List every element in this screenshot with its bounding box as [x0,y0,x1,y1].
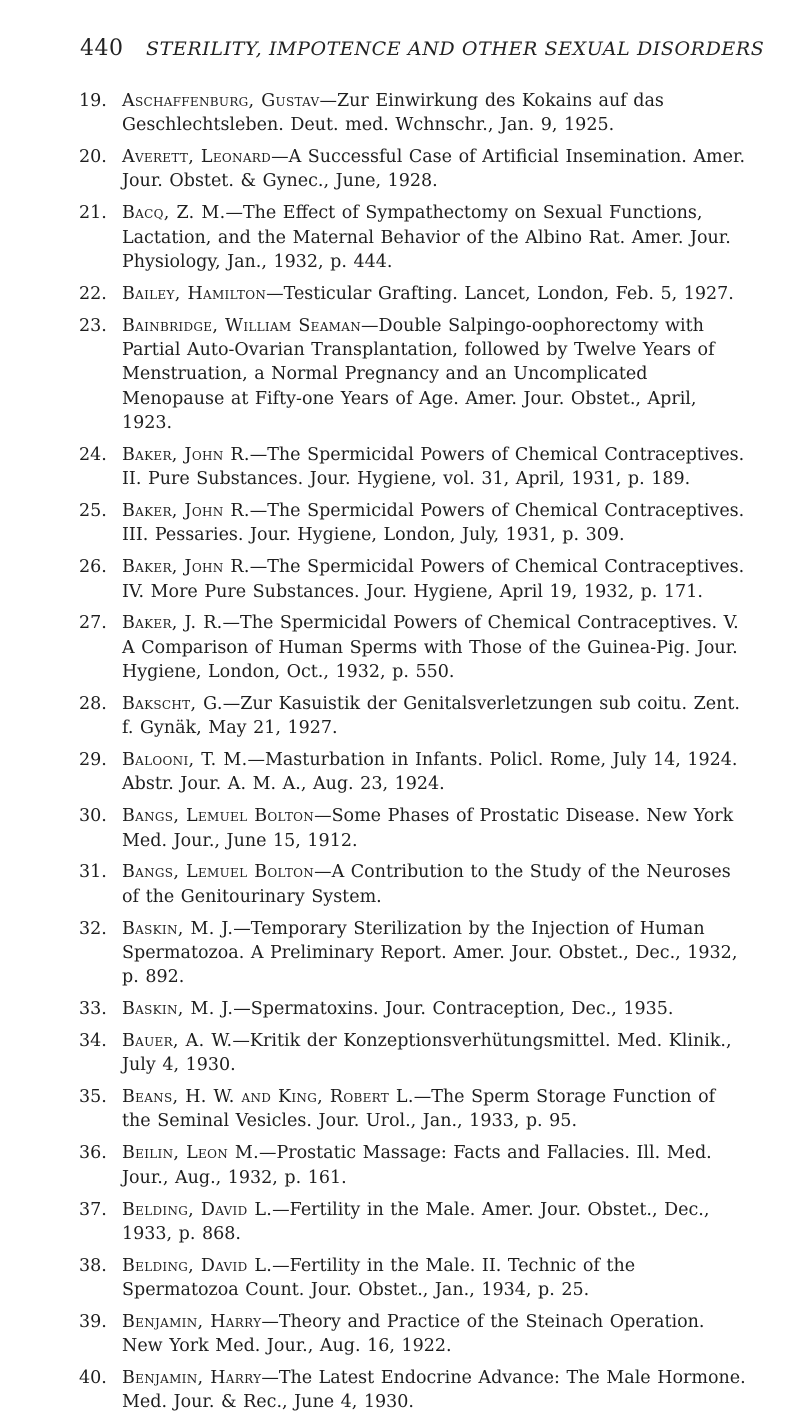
bibliography-entry [79,314,749,435]
bibliography-entry [79,1029,749,1078]
entry-author: Averett, Leonard [122,147,272,168]
entry-author: Baskin, M. J. [122,918,234,939]
entry-citation: —Masturbation in Infants. Policl. Rome, July 14, 1924. Abstr. Jour. A. M. A., Aug. 23, 1924. [122,750,738,795]
entry-number: 20. [79,147,107,168]
entry-citation: —Theory and Practice of the Steinach Operation. New York Med. Jour., Aug. 16, 1922. [122,1311,705,1357]
entry-number: 28. [79,693,107,714]
bibliography-entry [79,611,749,684]
entry-number: 39. [79,1311,107,1332]
page-number: 440 [80,36,124,61]
entry-citation: —Temporary Sterilization by the Injection of Human Spermatozoa. A Preliminary Report. Amer. Jour. Obstet., Dec., 1932, p. 892. [122,918,738,988]
entry-citation: —The Spermicidal Powers of Chemical Contraceptives. V. A Comparison of Human Sperms with Those of the Guinea-Pig. Jour. Hygiene, London, Oct., 1932, p. 550. [122,613,739,682]
running-title: STERILITY, IMPOTENCE AND OTHER SEXUAL DISORDERS [146,38,765,60]
entry-author: Beans, H. W. and King, Robert L. [122,1087,414,1108]
entry-author: Benjamin, Harry [122,1368,262,1389]
entry-author: Baker, J. R. [122,613,223,634]
entry-number: 40. [79,1368,107,1389]
bibliography-entry [79,499,749,548]
entry-number: 24. [79,444,107,465]
entry-number: 35. [79,1087,107,1108]
bibliography-entry [79,1085,749,1134]
entry-number: 29. [79,750,107,771]
entry-number: 27. [79,613,107,634]
entry-author: Belding, David L. [122,1199,273,1220]
entry-citation: —Some Phases of Prostatic Disease. New York Med. Jour., June 15, 1912. [122,806,734,851]
entry-citation: —Kritik der Konzeptionsverhütungsmittel. Med. Klinik., July 4, 1930. [122,1031,732,1076]
bibliography-entry [79,748,749,797]
bibliography-list [79,89,749,1422]
bibliography-entry [79,282,749,306]
entry-author: Baker, John R. [122,444,250,465]
entry-author: Balooni, T. M. [122,750,248,771]
entry-citation: —The Effect of Sympathectomy on Sexual Functions, Lactation, and the Maternal Behavior of the Albino Rat. Amer. Jour. Physiology, Jan., 1932, p. 444. [122,203,731,272]
bibliography-entry [79,917,749,990]
entry-number: 34. [79,1031,107,1051]
bibliography-entry [79,1141,749,1190]
entry-number: 33. [79,999,107,1020]
entry-author: Bauer, A. W. [122,1031,233,1051]
bibliography-entry [79,1366,749,1415]
entry-number: 19. [79,91,107,111]
entry-citation: —The Spermicidal Powers of Chemical Contraceptives. II. Pure Substances. Jour. Hygiene, vol. 31, April, 1931, p. 189. [122,444,745,490]
entry-number: 25. [79,501,107,522]
bibliography-entry [79,443,749,492]
entry-citation: —A Contribution to the Study of the Neuroses of the Genitourinary System. [122,862,731,907]
entry-citation: —Testicular Grafting. Lancet, London, Feb. 5, 1927. [266,283,734,304]
bibliography-entry [79,860,749,909]
entry-citation: —Fertility in the Male. II. Technic of the Spermatozoa Count. Jour. Obstet., Jan., 1934, p. 25. [122,1255,636,1301]
entry-author: Aschaffenburg, Gustav [122,91,320,111]
entry-author: Bangs, Lemuel Bolton [122,862,315,883]
entry-citation: —A Successful Case of Artificial Insemination. Amer. Jour. Obstet. & Gynec., June, 1928. [122,147,746,192]
entry-number: 36. [79,1143,107,1164]
entry-citation: —The Spermicidal Powers of Chemical Contraceptives. III. Pessaries. Jour. Hygiene, London, July, 1931, p. 309. [122,501,745,546]
entry-citation: —Zur Einwirkung des Kokains auf das Geschlechtsleben. Deut. med. Wchnschr., Jan. 9, 1925. [122,91,664,136]
entry-citation: —Prostatic Massage: Facts and Fallacies. Ill. Med. Jour., Aug., 1932, p. 161. [122,1143,712,1188]
entry-author: Belding, David L. [122,1255,273,1276]
page-header [80,36,765,66]
entry-number: 31. [79,862,107,883]
bibliography-entry [79,692,749,741]
entry-author: Baskin, M. J. [122,999,234,1020]
entry-citation: —The Latest Endocrine Advance: The Male Hormone. Med. Jour. & Rec., June 4, 1930. [122,1368,746,1413]
entry-number: 22. [79,283,107,304]
entry-author: Beilin, Leon M. [122,1143,259,1164]
entry-citation: —Zur Kasuistik der Genitalsverletzungen sub coitu. Zent. f. Gynäk, May 21, 1927. [122,693,740,739]
entry-author: Bangs, Lemuel Bolton [122,806,315,827]
entry-number: 32. [79,918,107,939]
entry-number: 30. [79,806,107,827]
bibliography-entry [79,1198,749,1247]
entry-citation: —Fertility in the Male. Amer. Jour. Obstet., Dec., 1933, p. 868. [122,1199,710,1244]
entry-number: 26. [79,557,107,578]
entry-author: Bakscht, G. [122,693,223,714]
entry-citation: —Spermatoxins. Jour. Contraception, Dec., 1935. [233,999,674,1020]
entry-author: Baker, John R. [122,557,250,578]
entry-author: Bailey, Hamilton [122,283,267,304]
bibliography-entry [79,997,749,1021]
entry-author: Baker, John R. [122,501,250,522]
bibliography-entry [79,1254,749,1303]
bibliography-entry [79,555,749,604]
entry-number: 37. [79,1199,107,1220]
bibliography-entry [79,89,749,138]
entry-author: Bainbridge, William Seaman [122,315,362,336]
bibliography-entry [79,804,749,853]
entry-author: Benjamin, Harry [122,1311,262,1332]
entry-number: 21. [79,203,107,224]
bibliography-entry [79,1310,749,1359]
bibliography-entry [79,201,749,274]
bibliography-entry [79,145,749,194]
entry-citation: —The Spermicidal Powers of Chemical Contraceptives. IV. More Pure Substances. Jour. Hygiene, April 19, 1932, p. 171. [122,557,745,602]
entry-citation: —The Sperm Storage Function of the Seminal Vesicles. Jour. Urol., Jan., 1933, p. 95. [122,1087,716,1132]
entry-number: 23. [79,315,107,336]
entry-author: Bacq, Z. M. [122,203,226,224]
entry-number: 38. [79,1255,107,1276]
entry-citation: —Double Salpingo-oophorectomy with Partial Auto-Ovarian Transplantation, followed by Twelve Years of Menstruation, a Normal Pregnancy and an Uncomplicated Menopause at Fifty-one Years of Age. Amer. Jour. Obstet., April, 1923. [122,315,715,433]
